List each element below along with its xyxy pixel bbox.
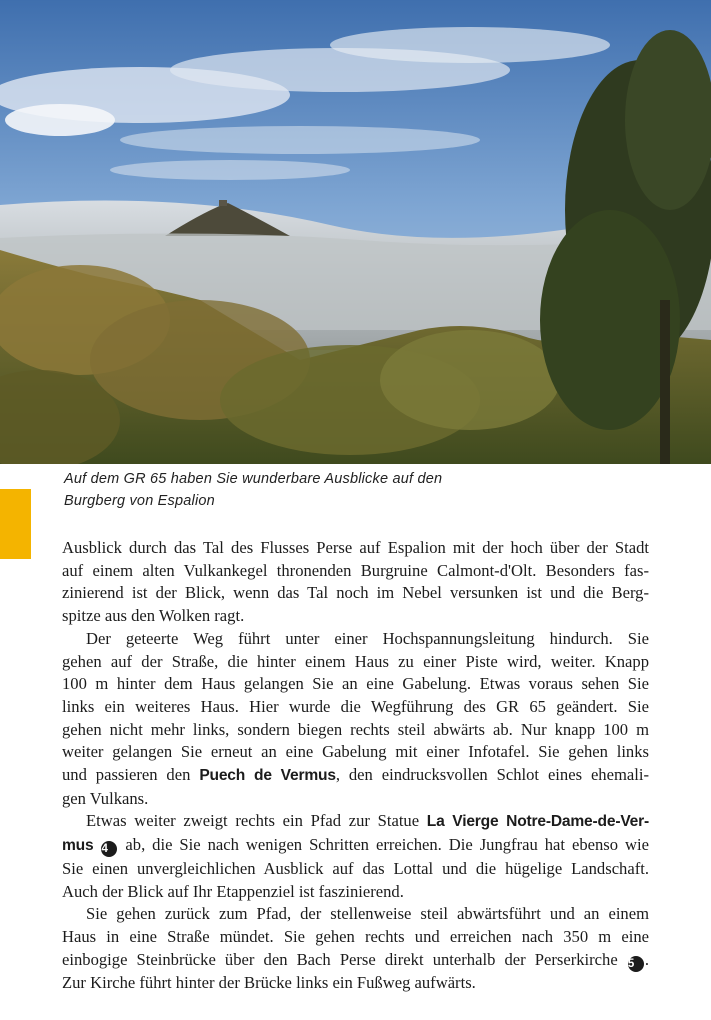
text-line: Zur Kirche führt hinter der Brücke links ein Fußweg aufwärts.	[62, 972, 476, 992]
text-line: links ein weiteres Haus. Hier wurde die Wegführung des GR 65 geändert. Sie	[62, 696, 649, 716]
paragraph-1	[62, 537, 649, 628]
paragraph-3	[62, 810, 649, 903]
text-line: Auch der Blick auf Ihr Etappenziel ist faszinierend.	[62, 881, 404, 901]
body-text	[62, 537, 649, 994]
landscape-photo	[0, 0, 711, 464]
text-line: gen Vulkans.	[62, 788, 149, 808]
waypoint-4-icon: 4	[101, 841, 117, 857]
text-line: Ausblick durch das Tal des Flusses Perse auf Espalion mit der hoch über der Stadt	[62, 538, 649, 557]
paragraph-4	[62, 903, 649, 994]
text-run: und passieren den	[62, 765, 200, 785]
text-line: spitze aus den Wolken ragt.	[62, 606, 245, 626]
text-line: Der geteerte Weg führt unter einer Hochspannungsleitung hindurch. Sie	[86, 628, 649, 648]
place-name-puech-de-vermus: Puech de Vermus	[199, 767, 336, 785]
text-run: .	[644, 949, 649, 969]
place-name-la-vierge-cont: mus	[62, 837, 94, 855]
text-line	[62, 810, 649, 834]
caption-line-2: Burgberg von Espalion	[64, 493, 215, 509]
text-line: Sie einen unvergleichlichen Ausblick auf das Lottal und die hügelige Landschaft.	[62, 858, 649, 878]
chapter-tab-marker	[0, 489, 31, 559]
text-line: gehen auf der Straße, die hinter einem Haus zu einer Piste wird, weiter. Knapp	[62, 651, 649, 671]
landscape-illustration	[0, 0, 711, 464]
text-line	[62, 949, 649, 972]
waypoint-5-icon: 5	[628, 956, 644, 972]
photo-caption	[64, 468, 624, 512]
text-line: Sie gehen zurück zum Pfad, der stellenweise steil abwärtsführt und an einem	[86, 904, 649, 924]
place-name-la-vierge: La Vierge Notre-Dame-de-Ver-	[426, 813, 649, 831]
text-run: , den eindrucksvollen Schlot eines ehemali-	[335, 765, 649, 785]
text-line: weiter gelangen Sie erneut an eine Gabelung mit einer Infotafel. Sie gehen links	[62, 742, 649, 762]
text-line: 100 m hinter dem Haus gelangen Sie an eine Gabelung. Etwas voraus sehen Sie	[62, 674, 649, 694]
paragraph-2	[62, 628, 649, 811]
text-run: einbogige Steinbrücke über den Bach Perse direkt unterhalb der Perserkirche	[62, 949, 627, 969]
text-run: ab, die Sie nach wenigen Schritten erreichen. Die Jungfrau hat ebenso wie	[118, 835, 649, 855]
text-line	[62, 764, 649, 788]
text-line: zinierend ist der Blick, wenn das Tal noch im Nebel versunken ist und die Berg-	[62, 583, 649, 603]
caption-line-1: Auf dem GR 65 haben Sie wunderbare Ausblicke auf den	[64, 471, 443, 487]
text-line: Haus in eine Straße mündet. Sie gehen rechts und erreichen nach 350 m eine	[62, 926, 649, 946]
text-line	[62, 834, 649, 858]
text-line: gehen nicht mehr links, sondern biegen rechts steil abwärts ab. Nur knapp 100 m	[62, 719, 649, 739]
text-line: auf einem alten Vulkankegel thronenden Burgruine Calmont-d'Olt. Besonders fas-	[62, 560, 649, 580]
text-run: Etwas weiter zweigt rechts ein Pfad zur Statue	[86, 811, 427, 831]
